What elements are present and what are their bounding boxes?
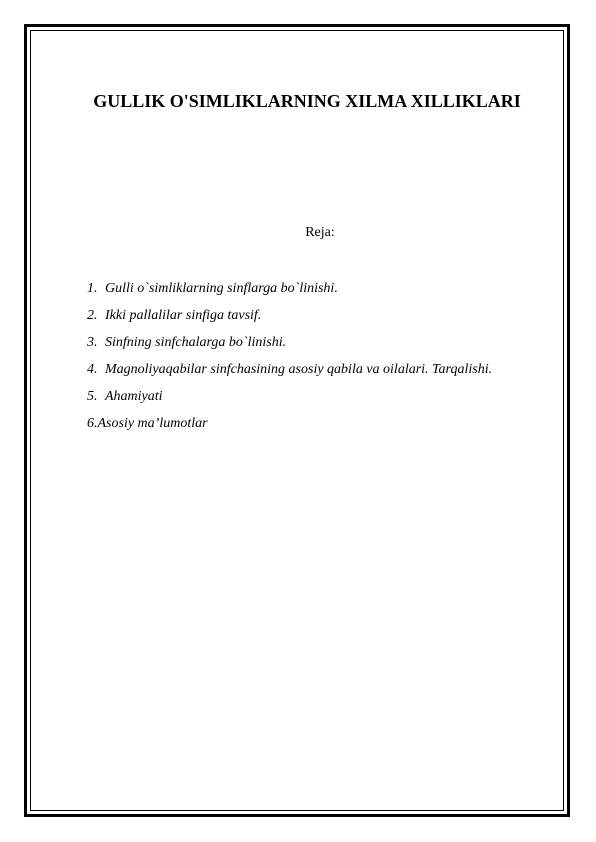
plan-item-text: Ahamiyati — [105, 389, 163, 404]
plan-item — [87, 360, 492, 387]
plan-item-number: 1. — [87, 281, 98, 296]
plan-item — [87, 333, 492, 360]
plan-item-text: Ikki pallalilar sinfiga tavsif. — [105, 308, 262, 323]
plan-item-number: 2. — [87, 308, 98, 323]
plan-item-number: 4. — [87, 362, 98, 377]
plan-item-number: 3. — [87, 335, 98, 350]
plan-list — [87, 279, 492, 441]
plan-item — [87, 279, 492, 306]
plan-heading: Reja: — [305, 225, 335, 240]
document-title: GULLIK O'SIMLIKLARNING XILMA XILLIKLARI — [93, 91, 521, 111]
plan-item-last: 6.Asosiy ma’lumotlar — [87, 416, 208, 431]
plan-item-number: 5. — [87, 389, 98, 404]
plan-item-text: Magnoliyaqabilar sinfchasining asosiy qabila va oilalari. Tarqalishi. — [105, 362, 493, 377]
plan-item-text: Gulli o`simliklarning sinflarga bo`linishi. — [105, 281, 338, 296]
plan-item — [87, 306, 492, 333]
plan-item — [87, 387, 492, 414]
plan-item-text: Sinfning sinfchalarga bo`linishi. — [105, 335, 287, 350]
